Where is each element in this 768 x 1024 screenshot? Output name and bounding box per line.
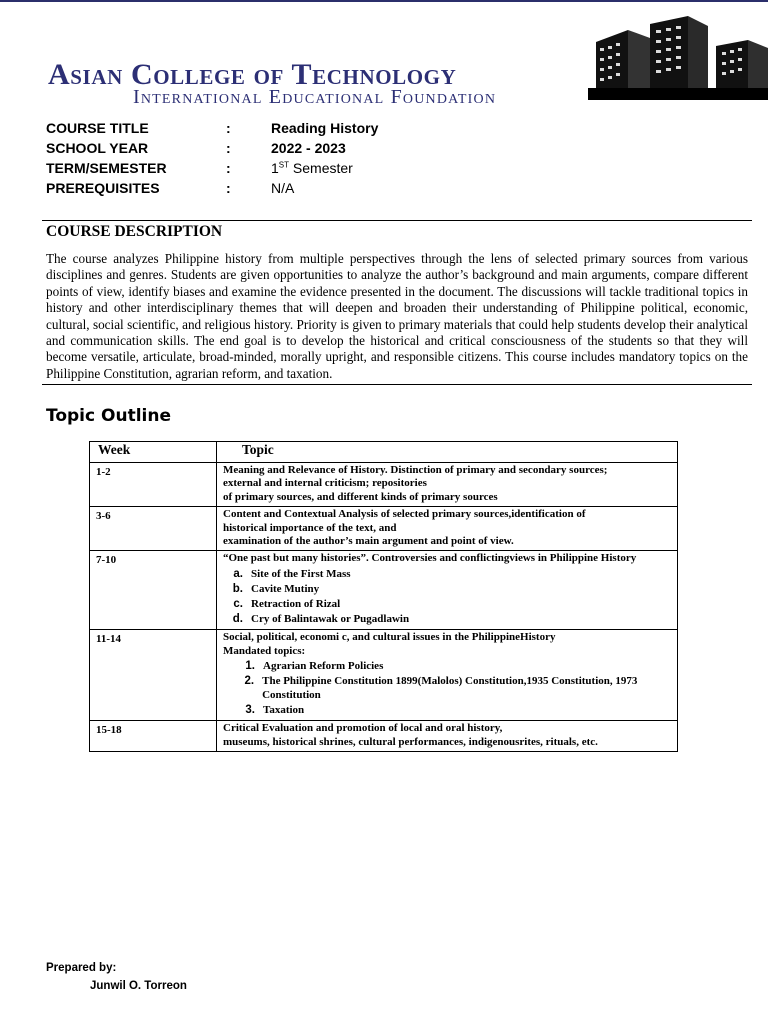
meta-label: TERM/SEMESTER <box>46 160 167 176</box>
meta-label: SCHOOL YEAR <box>46 140 149 156</box>
topic-line: Mandated topics: <box>223 644 306 657</box>
course-description-section <box>42 220 752 385</box>
table-row <box>90 463 678 507</box>
term-suffix: ST <box>278 160 290 170</box>
subtopic-marker: b. <box>232 582 243 595</box>
topic-cell <box>217 507 678 551</box>
meta-value: 2022 - 2023 <box>271 140 346 156</box>
topic-line: historical importance of the text, and <box>223 521 397 534</box>
week-cell: 1-2 <box>90 463 217 507</box>
week-cell: 15-18 <box>90 721 217 752</box>
week-cell: 11-14 <box>90 630 217 721</box>
table-row <box>90 630 678 721</box>
subtopic-marker: c. <box>233 597 243 610</box>
prepared-by-label: Prepared by: <box>46 962 117 974</box>
meta-colon: : <box>226 120 231 136</box>
topic-header: Topic <box>217 442 678 463</box>
week-header: Week <box>90 442 217 463</box>
topic-cell <box>217 551 678 630</box>
topic-line: museums, historical shrines, cultural performances, indigenousrites, rituals, etc. <box>223 735 598 748</box>
subtopic-item <box>223 613 671 626</box>
subtopic-text: The Philippine Constitution 1899(Malolos) Constitution,1935 Constitution, 1973 Constitution <box>262 675 638 701</box>
table-header-row <box>90 442 678 463</box>
course-description-title: COURSE DESCRIPTION <box>46 223 223 240</box>
meta-value: N/A <box>271 180 295 196</box>
subtopic-item <box>241 704 671 717</box>
subtopic-text: Site of the First Mass <box>251 567 351 580</box>
meta-colon: : <box>226 180 231 196</box>
subtopic-marker: 1. <box>245 660 255 673</box>
topic-line: examination of the author’s main argument and point of view. <box>223 535 514 548</box>
topic-line: external and internal criticism; repositories <box>223 477 427 490</box>
topic-line: Content and Contextual Analysis of selected primary sources,identification of <box>223 508 586 521</box>
subtopic-marker: 2. <box>244 675 255 688</box>
topic-line: “One past but many histories”. Controversies and conflictingviews in Philippine History <box>223 552 637 565</box>
campus-building-logo <box>588 12 768 100</box>
subtopic-text: Agrarian Reform Policies <box>263 660 384 673</box>
meta-value: Reading History <box>271 120 379 136</box>
subtopic-text: Taxation <box>263 703 305 716</box>
subtopic-list <box>223 568 671 626</box>
subtopic-item <box>223 598 671 611</box>
topic-line: of primary sources, and different kinds of primary sources <box>223 490 498 503</box>
meta-label: PREREQUISITES <box>46 180 160 196</box>
preparer-name: Junwil O. Torreon <box>90 980 187 992</box>
meta-colon: : <box>226 160 231 176</box>
topic-cell <box>217 630 678 721</box>
meta-label: COURSE TITLE <box>46 120 149 136</box>
table-row <box>90 721 678 752</box>
topic-line: Meaning and Relevance of History. Distinction of primary and secondary sources; <box>223 464 608 476</box>
week-cell: 7-10 <box>90 551 217 630</box>
topic-cell <box>217 721 678 752</box>
subtopic-item <box>241 675 671 702</box>
week-cell: 3-6 <box>90 507 217 551</box>
topic-outline-title: Topic Outline <box>46 406 171 426</box>
table-row <box>90 507 678 551</box>
subtopic-item <box>223 583 671 596</box>
college-name: Asian College of Technology <box>48 58 457 91</box>
subtopic-marker: a. <box>233 567 243 580</box>
term-rest: Semester <box>289 160 353 176</box>
topic-cell <box>217 463 678 507</box>
topic-line: Social, political, economi c, and cultural issues in the PhilippineHistory <box>223 631 556 644</box>
subtopic-item <box>241 660 671 673</box>
subtopic-list <box>241 660 671 717</box>
subtopic-text: Retraction of Rizal <box>251 597 341 610</box>
term-number: 1 <box>271 160 279 176</box>
subtopic-marker: 3. <box>245 703 255 716</box>
subtopic-text: Cavite Mutiny <box>251 582 320 595</box>
subtopic-item <box>223 568 671 581</box>
subtopic-text: Cry of Balintawak or Pugadlawin <box>251 612 410 625</box>
meta-value <box>271 160 353 176</box>
college-header <box>48 58 588 109</box>
table-row <box>90 551 678 630</box>
course-description-text: The course analyzes Philippine history from multiple perspectives through the lens of selected primary sources from various disciplines and genres. Students are given opportunities to analyze the author’s background and main arguments, compare different points of view, identify biases and examine the evidence presented in the document. The discussions will tackle traditional topics in history and other interdisciplinary themes that will deepen and broaden their understanding of Philippine political, economic, cultural, social scientific, and religious history. Priority is given to primary materials that could help students develop their analytical and communication skills. The end goal is to develop the historical and critical consciousness of the students so that they will become versatile, articulate, broad-minded, morally upright, and responsible citizens. This course includes mandatory topics on the Philippine Constitution, agrarian reform, and taxation. <box>46 251 748 381</box>
topic-line: Critical Evaluation and promotion of local and oral history, <box>223 722 503 735</box>
subtopic-marker: d. <box>232 612 243 625</box>
top-border-line <box>0 0 768 2</box>
meta-colon: : <box>226 140 231 156</box>
topic-outline-table <box>89 441 678 752</box>
foundation-name: International Educational Foundation <box>133 86 497 108</box>
